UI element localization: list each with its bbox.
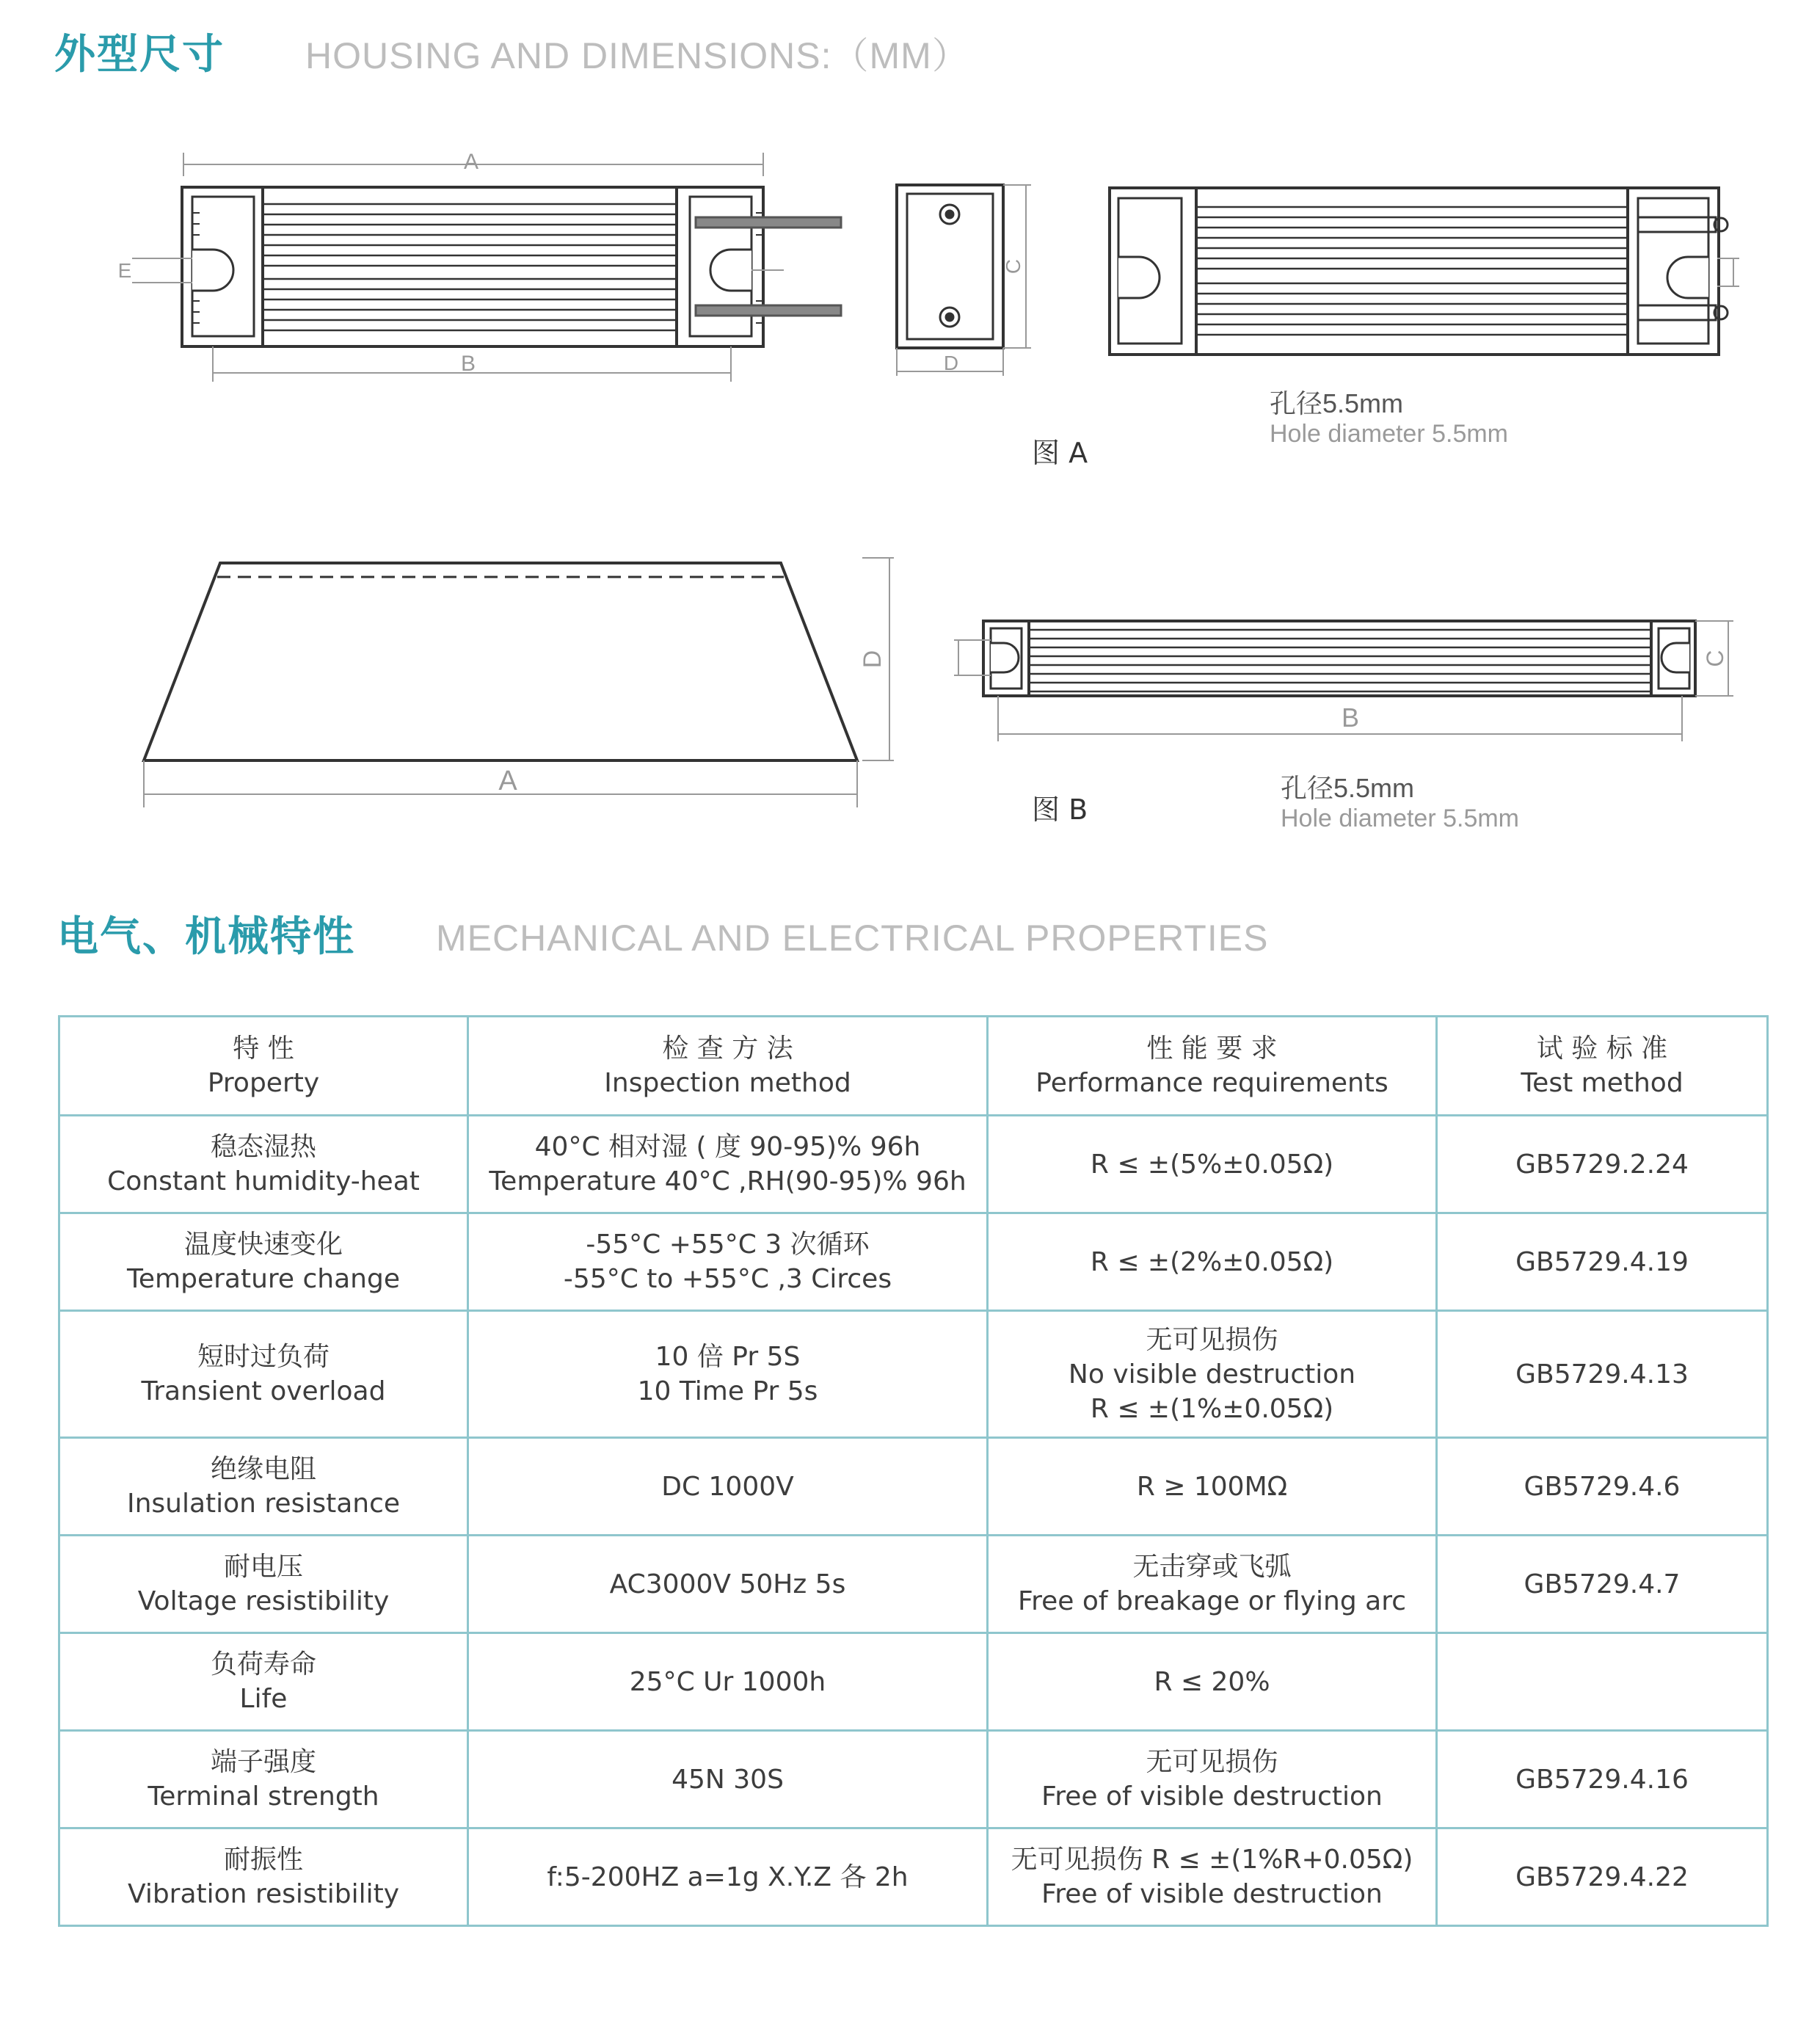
header-std-zh: 试 验 标 准 — [1536, 1034, 1668, 1064]
cell-standard: GB5729.4.13 — [1437, 1311, 1768, 1438]
fig-b-hole-zh: 孔径5.5mm — [1281, 773, 1415, 803]
fig-a-dim-b: B — [460, 352, 476, 376]
requirement-line: R ≤ 20% — [1154, 1666, 1270, 1697]
property-en: Constant humidity-heat — [107, 1166, 420, 1196]
fig-a-dim-d: D — [943, 352, 959, 374]
requirement-line: R ≤ ±(1%±0.05Ω) — [1090, 1393, 1334, 1424]
method-line: 25°C Ur 1000h — [629, 1666, 826, 1697]
fig-b-dim-d: D — [859, 650, 887, 669]
fig-a-dim-a: A — [463, 150, 479, 174]
fig-a-hole-en: Hole diameter 5.5mm — [1270, 420, 1509, 448]
header-inspection-method — [468, 1017, 988, 1116]
header-req-zh: 性 能 要 求 — [1146, 1034, 1278, 1064]
property-en: Temperature change — [127, 1264, 400, 1294]
table-row — [59, 1213, 1768, 1311]
method-line: 10 倍 Pr 5S — [655, 1342, 801, 1372]
property-zh: 耐振性 — [223, 1845, 303, 1875]
table-row — [59, 1633, 1768, 1731]
property-en: Insulation resistance — [126, 1489, 401, 1519]
cell-method — [468, 1536, 988, 1633]
cell-property — [59, 1536, 468, 1633]
property-zh: 绝缘电阻 — [210, 1454, 316, 1484]
fig-b-dim-a: A — [498, 766, 517, 796]
requirement-line: R ≥ 100MΩ — [1136, 1471, 1288, 1502]
fig-a-hole-zh: 孔径5.5mm — [1270, 388, 1404, 418]
cell-requirement — [988, 1536, 1437, 1633]
property-en: Life — [239, 1684, 288, 1714]
header-std-en: Test method — [1521, 1068, 1684, 1098]
fig-b-dim-c: C — [1702, 650, 1728, 667]
cell-property — [59, 1828, 468, 1926]
table-row — [59, 1731, 1768, 1828]
properties-table — [58, 1015, 1769, 1927]
header-property-zh: 特 性 — [233, 1034, 294, 1064]
fig-b-top-view — [954, 621, 1733, 741]
requirement-line: R ≤ ±(2%±0.05Ω) — [1090, 1246, 1334, 1277]
fig-a-top-view — [118, 150, 841, 382]
cell-requirement — [988, 1633, 1437, 1731]
cell-property — [59, 1731, 468, 1828]
method-line: Temperature 40°C ,RH(90-95)% 96h — [489, 1166, 967, 1196]
fig-b-hole-note — [1281, 768, 1519, 832]
method-line: -55°C +55°C 3 次循环 — [586, 1230, 870, 1260]
dimension-drawings — [0, 0, 1820, 881]
cell-standard: GB5729.4.16 — [1437, 1731, 1768, 1828]
table-row — [59, 1438, 1768, 1536]
requirement-line: 无击穿或飞弧 — [1132, 1552, 1292, 1582]
header-performance-requirements — [988, 1017, 1437, 1116]
property-en: Vibration resistibility — [127, 1879, 400, 1909]
cell-property — [59, 1213, 468, 1311]
cell-method — [468, 1311, 988, 1438]
cell-requirement — [988, 1311, 1437, 1438]
method-line: AC3000V 50Hz 5s — [609, 1569, 846, 1599]
fig-b-label: 图 B — [1032, 793, 1088, 826]
method-line: f:5-200HZ a=1g X.Y.Z 各 2h — [547, 1862, 909, 1892]
cell-standard: GB5729.2.24 — [1437, 1116, 1768, 1213]
requirement-line: Free of visible destruction — [1041, 1781, 1383, 1812]
method-line: DC 1000V — [661, 1471, 794, 1502]
cell-method — [468, 1828, 988, 1926]
fig-a-side-view — [1110, 188, 1739, 355]
method-line: 45N 30S — [671, 1764, 784, 1795]
table-row — [59, 1828, 1768, 1926]
properties-section-title — [57, 904, 1268, 963]
header-property — [59, 1017, 468, 1116]
header-test-method — [1437, 1017, 1768, 1116]
cell-property — [59, 1633, 468, 1731]
cell-standard: GB5729.4.19 — [1437, 1213, 1768, 1311]
cell-method — [468, 1731, 988, 1828]
property-en: Transient overload — [141, 1376, 386, 1406]
cell-method — [468, 1438, 988, 1536]
method-line: 40°C 相对湿 ( 度 90-95)% 96h — [534, 1132, 921, 1162]
header-method-zh: 检 查 方 法 — [662, 1034, 793, 1064]
fig-a-label: 图 A — [1032, 437, 1088, 469]
cell-method — [468, 1633, 988, 1731]
table-row — [59, 1311, 1768, 1438]
fig-a-dim-e: E — [117, 259, 132, 282]
housing-title-en: HOUSING AND DIMENSIONS:（MM） — [305, 35, 969, 76]
requirement-line: 无可见损伤 R ≤ ±(1%R+0.05Ω) — [1011, 1845, 1413, 1875]
fig-b-dim-b: B — [1341, 702, 1360, 733]
property-zh: 稳态湿热 — [210, 1132, 316, 1162]
property-zh: 端子强度 — [210, 1747, 316, 1777]
method-line: -55°C to +55°C ,3 Circes — [563, 1264, 892, 1294]
cell-property — [59, 1116, 468, 1213]
method-line: 10 Time Pr 5s — [637, 1376, 818, 1406]
property-zh: 短时过负荷 — [197, 1342, 330, 1372]
requirement-line: Free of visible destruction — [1041, 1879, 1383, 1909]
fig-a-dim-c: C — [1002, 258, 1024, 275]
cell-requirement — [988, 1116, 1437, 1213]
housing-title-zh: 外型尺寸 — [54, 31, 225, 79]
properties-title-en: MECHANICAL AND ELECTRICAL PROPERTIES — [436, 918, 1269, 959]
cell-standard: GB5729.4.7 — [1437, 1536, 1768, 1633]
cell-property — [59, 1438, 468, 1536]
fig-a-hole-note — [1270, 383, 1508, 447]
fig-b-hole-en: Hole diameter 5.5mm — [1281, 804, 1520, 832]
header-req-en: Performance requirements — [1035, 1068, 1388, 1098]
table-row — [59, 1536, 1768, 1633]
requirement-line: R ≤ ±(5%±0.05Ω) — [1090, 1149, 1334, 1180]
fig-a-end-view — [897, 185, 1031, 376]
cell-property — [59, 1311, 468, 1438]
property-zh: 耐电压 — [223, 1552, 303, 1582]
requirement-line: 无可见损伤 — [1146, 1324, 1278, 1355]
cell-method — [468, 1213, 988, 1311]
cell-standard: GB5729.4.6 — [1437, 1438, 1768, 1536]
header-property-en: Property — [207, 1068, 320, 1098]
cell-standard: GB5729.4.22 — [1437, 1828, 1768, 1926]
table-row — [59, 1116, 1768, 1213]
property-en: Terminal strength — [148, 1781, 379, 1812]
property-zh: 负荷寿命 — [210, 1649, 316, 1679]
fig-b-side-view — [144, 558, 894, 807]
cell-requirement — [988, 1828, 1437, 1926]
requirement-line: 无可见损伤 — [1146, 1747, 1278, 1777]
cell-requirement — [988, 1731, 1437, 1828]
cell-standard — [1437, 1633, 1768, 1731]
properties-title-zh: 电气、机械特性 — [57, 913, 355, 961]
header-method-en: Inspection method — [604, 1068, 851, 1098]
cell-requirement — [988, 1213, 1437, 1311]
property-en: Voltage resistibility — [137, 1586, 390, 1616]
table-header-row — [59, 1017, 1768, 1116]
requirement-line: No visible destruction — [1068, 1359, 1356, 1390]
cell-requirement — [988, 1438, 1437, 1536]
property-zh: 温度快速变化 — [183, 1230, 343, 1260]
requirement-line: Free of breakage or flying arc — [1018, 1586, 1406, 1616]
cell-method — [468, 1116, 988, 1213]
